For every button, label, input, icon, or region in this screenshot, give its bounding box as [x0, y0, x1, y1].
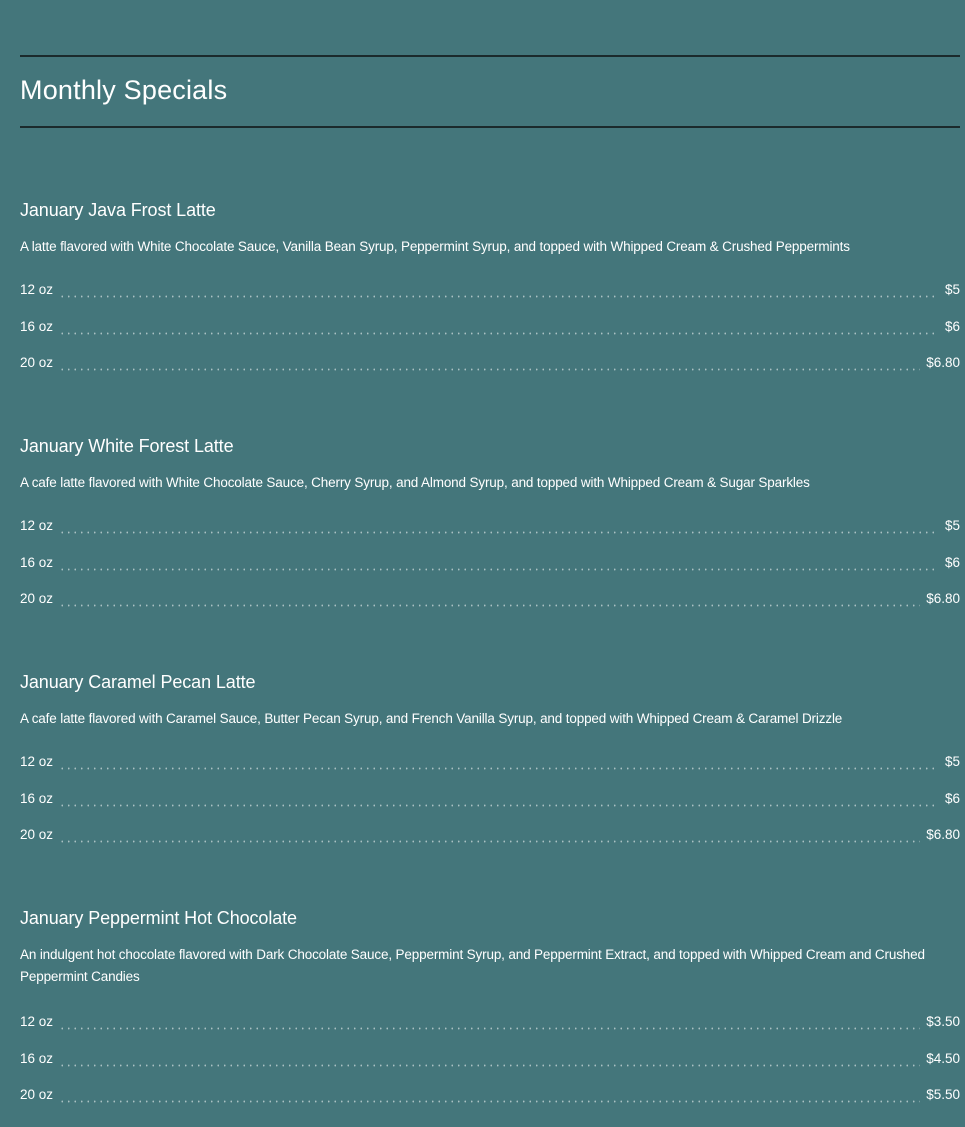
- item-description: A cafe latte flavored with Caramel Sauce, Butter Pecan Syrup, and French Vanilla Syrup, and topped with Whipped Cream & Caramel Drizzle: [20, 711, 843, 726]
- item-name: January Java Frost Latte: [20, 200, 216, 220]
- size-row: [20, 790, 960, 808]
- size-label: 12 oz: [20, 282, 54, 297]
- item-description: A latte flavored with White Chocolate Sauce, Vanilla Bean Syrup, Peppermint Syrup, and topped with Whipped Cream & Crushed Peppermints: [20, 239, 850, 254]
- size-row: [20, 1050, 960, 1068]
- size-label: 20 oz: [20, 355, 54, 370]
- price-label: $4.50: [926, 1050, 960, 1066]
- menu-item-java-frost-latte: [20, 198, 960, 391]
- size-list: [20, 753, 960, 844]
- menu-item-peppermint-hot-chocolate: [20, 906, 960, 1123]
- price-label: $5: [944, 754, 960, 769]
- size-row: [20, 318, 960, 336]
- item-description: An indulgent hot chocolate flavored with Dark Chocolate Sauce, Peppermint Syrup, and Peppermint Extract, and topped with Whipped Cream and Crushed Peppermint Candies: [20, 947, 925, 984]
- price-label: $5: [944, 282, 960, 297]
- top-divider: [20, 55, 960, 57]
- price-label: $6.80: [926, 591, 960, 606]
- dot-leader: [59, 1064, 920, 1067]
- size-row: [20, 826, 960, 844]
- price-label: $6.80: [926, 355, 960, 370]
- price-label: $5.50: [926, 1087, 960, 1102]
- dot-leader: [59, 1100, 920, 1103]
- size-label: 16 oz: [20, 1050, 54, 1066]
- dot-leader: [59, 368, 920, 371]
- size-list: [20, 281, 960, 372]
- size-label: 16 oz: [20, 554, 54, 570]
- size-label: 20 oz: [20, 1087, 54, 1102]
- page-title: Monthly Specials: [20, 75, 228, 105]
- size-label: 16 oz: [20, 318, 54, 334]
- size-row: [20, 281, 960, 299]
- menu-item-caramel-pecan-latte: [20, 670, 960, 863]
- price-label: $6.80: [926, 827, 960, 842]
- dot-leader: [59, 1027, 920, 1030]
- size-label: 12 oz: [20, 1014, 54, 1029]
- size-row: [20, 590, 960, 608]
- price-label: $3.50: [926, 1014, 960, 1029]
- dot-leader: [59, 332, 939, 335]
- price-label: $6: [944, 318, 960, 334]
- menu-item-white-forest-latte: [20, 434, 960, 627]
- item-name: January White Forest Latte: [20, 436, 234, 456]
- size-row: [20, 753, 960, 771]
- size-row: [20, 354, 960, 372]
- size-row: [20, 1013, 960, 1031]
- size-row: [20, 1086, 960, 1104]
- size-list: [20, 517, 960, 608]
- price-label: $6: [944, 554, 960, 570]
- dot-leader: [59, 840, 920, 843]
- bottom-divider: [20, 126, 960, 128]
- price-label: $5: [944, 518, 960, 533]
- dot-leader: [59, 804, 939, 807]
- size-list: [20, 1013, 960, 1104]
- item-description: A cafe latte flavored with White Chocolate Sauce, Cherry Syrup, and Almond Syrup, and topped with Whipped Cream & Sugar Sparkles: [20, 475, 810, 490]
- dot-leader: [59, 604, 920, 607]
- size-label: 20 oz: [20, 827, 54, 842]
- size-label: 20 oz: [20, 591, 54, 606]
- size-row: [20, 517, 960, 535]
- size-label: 12 oz: [20, 518, 54, 533]
- dot-leader: [59, 531, 939, 534]
- size-label: 12 oz: [20, 754, 54, 769]
- dot-leader: [59, 568, 939, 571]
- dot-leader: [59, 295, 939, 298]
- size-label: 16 oz: [20, 790, 54, 806]
- size-row: [20, 554, 960, 572]
- dot-leader: [59, 767, 939, 770]
- item-name: January Caramel Pecan Latte: [20, 672, 256, 692]
- price-label: $6: [944, 790, 960, 806]
- item-name: January Peppermint Hot Chocolate: [20, 908, 297, 928]
